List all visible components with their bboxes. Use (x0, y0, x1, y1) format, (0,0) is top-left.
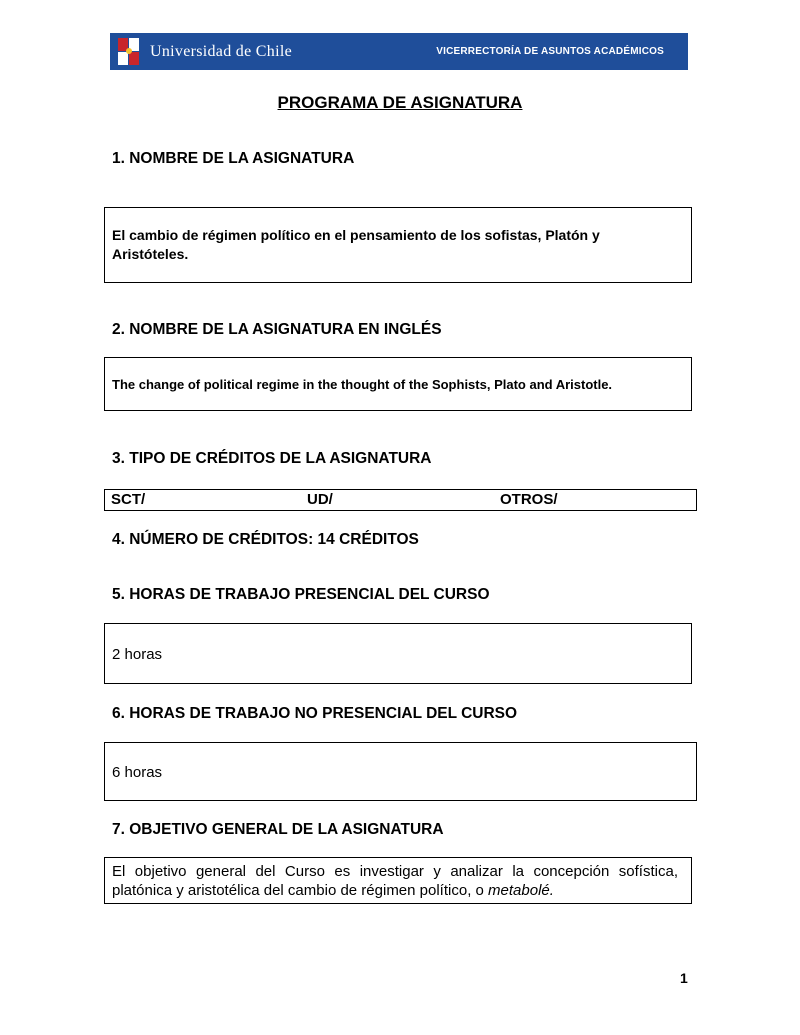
credit-ud: UD/ (307, 491, 333, 508)
section-2-box (104, 357, 692, 411)
header-banner (110, 33, 688, 70)
section-4-heading: 4. NÚMERO DE CRÉDITOS: 14 CRÉDITOS (112, 531, 419, 548)
credit-sct: SCT/ (111, 491, 146, 508)
general-objective-italic: metabolé. (488, 882, 554, 899)
non-presential-hours: 6 horas (112, 764, 163, 781)
section-6-box (104, 742, 697, 801)
section-3-heading: 3. TIPO DE CRÉDITOS DE LA ASIGNATURA (112, 450, 432, 467)
general-objective-text: El objetivo general del Curso es investigar y analizar la concepción sofística, platónica y aristotélica del cambio de régimen político, o (112, 863, 678, 899)
section-1-box (104, 207, 692, 283)
course-name: El cambio de régimen político en el pensamiento de los sofistas, Platón y Aristóteles. (112, 227, 600, 262)
vicerrectoria-label: VICERRECTORÍA DE ASUNTOS ACADÉMICOS (436, 46, 664, 57)
section-1-heading: 1. NOMBRE DE LA ASIGNATURA (112, 150, 355, 167)
section-2-heading: 2. NOMBRE DE LA ASIGNATURA EN INGLÉS (112, 321, 442, 338)
brand (118, 38, 292, 66)
credit-type-row (104, 489, 697, 511)
university-crest-icon (118, 38, 140, 66)
section-5-box (104, 623, 692, 684)
section-6-heading: 6. HORAS DE TRABAJO NO PRESENCIAL DEL CURSO (112, 705, 518, 722)
document-title: PROGRAMA DE ASIGNATURA (277, 93, 523, 112)
course-name-english: The change of political regime in the thought of the Sophists, Plato and Aristotle. (112, 377, 613, 392)
section-7-heading: 7. OBJETIVO GENERAL DE LA ASIGNATURA (112, 821, 444, 838)
university-name: Universidad de Chile (150, 42, 292, 60)
general-objective (112, 862, 678, 900)
page-number: 1 (680, 970, 688, 986)
credit-otros: OTROS/ (500, 491, 558, 508)
section-7-box (104, 857, 692, 904)
section-5-heading: 5. HORAS DE TRABAJO PRESENCIAL DEL CURSO (112, 586, 490, 603)
presential-hours: 2 horas (112, 646, 163, 663)
